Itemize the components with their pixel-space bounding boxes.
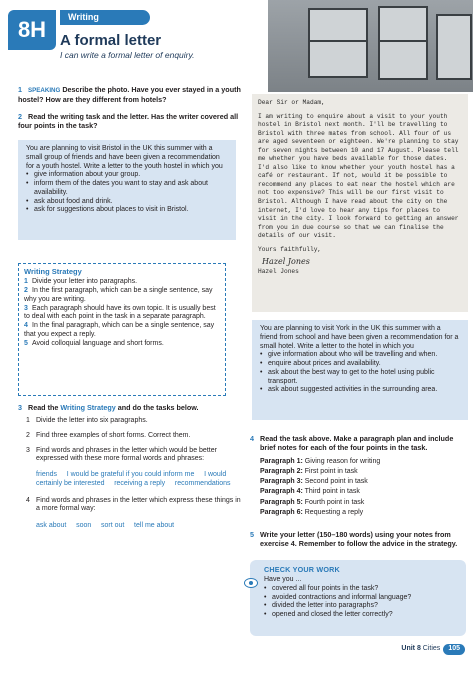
task-bullet: • inform them of the dates you want to stay and ask about availability. xyxy=(26,180,228,198)
plan-row: Paragraph 6: Requesting a reply xyxy=(260,508,364,516)
plan-row: Paragraph 5: Fourth point in task xyxy=(260,498,365,506)
check-item: • opened and closed the letter correctly? xyxy=(264,611,456,620)
check-item: • covered all four points in the task? xyxy=(264,585,456,594)
writing-task-york: You are planning to visit York in the UK this summer with a friend from school and have been given a recommendation for a small hotel. Write a letter to the hotel in which you • give information about who will be travelling and when. • enquire about prices and availability. • ask about the best way to get to the hotel using public transport. • ask about suggested activities in the surrounding area. xyxy=(252,320,468,420)
exercise-3: 3 Read the Writing Strategy and do the tasks below. 1 Divide the letter into six paragraphs. 2 Find three examples of short forms. Correct them. 3 Find words and phrases in the letter which would be better expressed with these more formal words and phrases: friends I would be grateful if you could inform me I would certainly be interested receiving a reply recommendations 4 Find words and phrases in the letter which express these things in a more formal way: ask about soon sort out tell me about xyxy=(18,403,246,531)
check-item: • divided the letter into paragraphs? xyxy=(264,602,456,611)
task-bullet: • ask about suggested activities in the surrounding area. xyxy=(260,386,460,395)
formal-phrases: friends I would be grateful if you could inform me I would certainly be interested receiving a reply recommendations xyxy=(36,471,231,487)
strategy-item: 2 In the first paragraph, which can be a single sentence, say why you are writing. xyxy=(24,287,213,303)
task-bullet: • enquire about prices and availability. xyxy=(260,360,460,369)
check-your-work-box: CHECK YOUR WORK Have you ... • covered all four points in the task? • avoided contractions and informal language? • divided the letter into paragraphs? • opened and closed the letter correctly? xyxy=(250,560,466,636)
strategy-item: 3 Each paragraph should have its own topic. It is usually best to deal with each point in the task in a separate paragraph. xyxy=(24,304,216,321)
page-subtitle: I can write a formal letter of enquiry. xyxy=(60,50,195,60)
letter-greeting: Dear Sir or Madam, xyxy=(258,99,325,106)
exercise-2: 2 Read the writing task and the letter. Has the writer covered all four points in the task? xyxy=(18,112,239,130)
letter-closing: Yours faithfully, xyxy=(258,245,322,253)
check-item: • avoided contractions and informal language? xyxy=(264,594,456,603)
page-number: 105 xyxy=(443,644,465,655)
strategy-title: Writing Strategy xyxy=(24,267,82,276)
task-bullet: • give information about who will be travelling and when. xyxy=(260,351,460,360)
plan-row: Paragraph 2: First point in task xyxy=(260,468,358,476)
task-bullet: • ask about food and drink. xyxy=(26,198,228,207)
plan-row: Paragraph 3: Second point in task xyxy=(260,478,368,486)
plan-row: Paragraph 1: Giving reason for writing xyxy=(260,458,381,465)
eye-icon xyxy=(244,578,258,588)
page-footer: Unit 8 Cities 105 xyxy=(401,644,465,655)
task-bullet: • ask for suggestions about places to visit in Bristol. xyxy=(26,206,228,215)
task-bullet: • give information about your group. xyxy=(26,171,228,180)
model-letter xyxy=(252,94,468,312)
strategy-item: 5 Avoid colloquial language and short forms. xyxy=(24,339,164,347)
exercise-4: 4 Read the task above. Make a paragraph plan and include brief notes for each of the four points in the task. Paragraph 1: Giving reason for writing Paragraph 2: First point in task Paragraph 3: Second point in task Paragraph 4: Third point in task Paragraph 5: Fourth point in task Paragraph 6: Requesting a reply xyxy=(250,434,468,518)
letter-name: Hazel Jones xyxy=(258,268,299,276)
letter-body: I am writing to enquire about a visit to your youth hostel in Bristol next month. I'll be travelling to Bristol with three mates from school. All four of us are aged seventeen or eighteen. We're planning to stay for seven nights between 10 and 17 August. Please tell me whether you have beds available for those dates. I'd also like to know whether your youth hostel has a café or restaurant. If not, would it be possible to recommend any places to eat near the hostel which are not too expensive? This will be our first visit to Bristol. Although I have read about the city on the internet, I'd love to hear any tips for places to visit in the city. I look forward to getting an answer from you in due course so that we can finalise the details of our visit. xyxy=(258,112,459,240)
page-title: A formal letter xyxy=(60,32,162,49)
exercise-1: 1 SPEAKING Describe the photo. Have you ever stayed in a youth hostel? How are they different from hotels? xyxy=(18,85,241,104)
writing-strategy-box xyxy=(18,263,226,396)
letter-signature: Hazel Jones xyxy=(262,257,310,267)
exercise-5: 5 Write your letter (150–180 words) using your notes from exercise 4. Remember to follow the advice in the strategy. xyxy=(250,530,458,548)
plan-row: Paragraph 4: Third point in task xyxy=(260,488,360,496)
strategy-item: 4 In the final paragraph, which can be a single sentence, say that you expect a reply. xyxy=(24,322,215,338)
strategy-item: 1 Divide your letter into paragraphs. xyxy=(24,278,138,286)
lesson-badge: 8H xyxy=(8,10,56,50)
informal-phrases: ask about soon sort out tell me about xyxy=(36,522,175,529)
section-tab: Writing xyxy=(60,10,150,25)
writing-task-bristol: You are planning to visit Bristol in the UK this summer with a small group of friends and have been given a recommendation for a youth hostel. Write a letter to the youth hostel in which you • give information about your group. • inform them of the dates you want to stay and ask about availability. • ask about food and drink. • ask for suggestions about places to visit in Bristol. xyxy=(18,140,236,240)
hostel-photo xyxy=(268,0,473,92)
check-title: CHECK YOUR WORK xyxy=(264,565,340,574)
task-bullet: • ask about the best way to get to the hotel using public transport. xyxy=(260,369,460,387)
